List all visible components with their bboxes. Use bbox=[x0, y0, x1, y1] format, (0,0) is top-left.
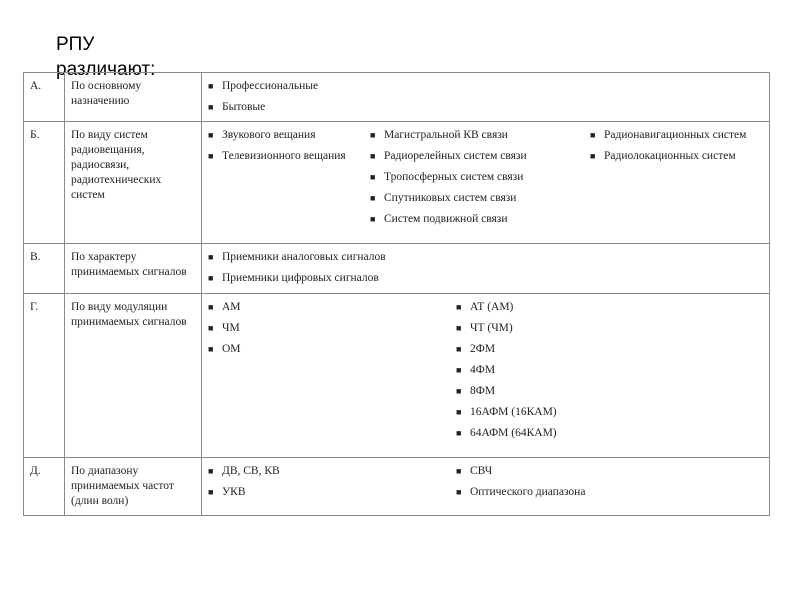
items-column bbox=[208, 79, 763, 117]
bullet-icon: ■ bbox=[456, 386, 462, 396]
list-item-text: Приемники цифровых сигналов bbox=[222, 272, 379, 284]
row-letter: Б. bbox=[24, 122, 65, 244]
items-column bbox=[208, 128, 370, 229]
list-item-text: АМ bbox=[222, 301, 241, 313]
list-item bbox=[456, 342, 763, 357]
list-item bbox=[456, 485, 763, 500]
list-item bbox=[370, 149, 590, 164]
list-item-text: 16АФМ (16КАМ) bbox=[470, 406, 557, 418]
bullet-icon: ■ bbox=[370, 193, 376, 203]
bullet-icon: ■ bbox=[456, 428, 462, 438]
list-item bbox=[456, 426, 763, 441]
list-item bbox=[208, 149, 370, 164]
list-item-text: Приемники аналоговых сигналов bbox=[222, 251, 386, 263]
list-item-text: ОМ bbox=[222, 343, 241, 355]
bullet-icon: ■ bbox=[456, 365, 462, 375]
list-item-text: Спутниковых систем связи bbox=[384, 192, 517, 204]
heading-line-2: различают: bbox=[56, 59, 156, 80]
bullet-icon: ■ bbox=[208, 323, 214, 333]
table-row bbox=[24, 122, 770, 244]
bullet-icon: ■ bbox=[208, 130, 214, 140]
bullet-icon: ■ bbox=[456, 466, 462, 476]
bullet-icon: ■ bbox=[208, 466, 214, 476]
bullet-icon: ■ bbox=[208, 151, 214, 161]
table-row bbox=[24, 244, 770, 294]
items-column bbox=[208, 300, 456, 443]
row-criterion bbox=[65, 458, 202, 516]
list-item-text: ДВ, СВ, КВ bbox=[222, 465, 280, 477]
row-letter: А. bbox=[24, 73, 65, 122]
table-row bbox=[24, 73, 770, 122]
row-items bbox=[202, 122, 770, 244]
list-item bbox=[370, 191, 590, 206]
criterion-line: радиотехнических систем bbox=[71, 174, 162, 201]
list-item bbox=[208, 271, 763, 286]
items-column bbox=[370, 128, 590, 229]
list-item bbox=[208, 100, 763, 115]
row-criterion bbox=[65, 294, 202, 458]
list-item-text: 2ФМ bbox=[470, 343, 496, 355]
bullet-icon: ■ bbox=[370, 130, 376, 140]
bullet-icon: ■ bbox=[208, 102, 214, 112]
criterion-line: назначению bbox=[71, 95, 130, 107]
list-item-text: Оптического диапазона bbox=[470, 486, 586, 498]
bullet-icon: ■ bbox=[456, 302, 462, 312]
list-item bbox=[208, 485, 456, 500]
list-item-text: ЧТ (ЧМ) bbox=[470, 322, 513, 334]
items-column bbox=[590, 128, 763, 229]
criterion-line: По диапазону принимаемых частот (длин волн) bbox=[71, 465, 174, 507]
criterion-line: По виду модуляции принимаемых сигналов bbox=[71, 301, 187, 328]
list-item bbox=[208, 250, 763, 265]
items-column bbox=[456, 464, 763, 502]
list-item-text: УКВ bbox=[222, 486, 246, 498]
bullet-icon: ■ bbox=[456, 344, 462, 354]
bullet-icon: ■ bbox=[590, 151, 596, 161]
bullet-icon: ■ bbox=[370, 151, 376, 161]
bullet-icon: ■ bbox=[590, 130, 596, 140]
criterion-line: По характеру принимаемых сигналов bbox=[71, 251, 187, 278]
list-item bbox=[456, 464, 763, 479]
heading-line-1: РПУ bbox=[56, 34, 95, 55]
bullet-icon: ■ bbox=[456, 323, 462, 333]
list-item bbox=[208, 300, 456, 315]
row-items bbox=[202, 294, 770, 458]
items-column bbox=[208, 464, 456, 502]
list-item bbox=[456, 363, 763, 378]
list-item-text: АТ (АМ) bbox=[470, 301, 514, 313]
row-criterion bbox=[65, 122, 202, 244]
bullet-icon: ■ bbox=[456, 407, 462, 417]
list-item-text: Бытовые bbox=[222, 101, 266, 113]
row-items bbox=[202, 73, 770, 122]
list-item bbox=[456, 300, 763, 315]
list-item-text: Радионавигационных систем bbox=[604, 129, 747, 141]
criterion-line: По виду систем радиовещания, bbox=[71, 129, 148, 156]
bullet-icon: ■ bbox=[208, 273, 214, 283]
row-criterion bbox=[65, 73, 202, 122]
list-item-text: Профессиональные bbox=[222, 80, 319, 92]
list-item bbox=[208, 464, 456, 479]
list-item bbox=[208, 321, 456, 336]
bullet-icon: ■ bbox=[208, 252, 214, 262]
items-column bbox=[456, 300, 763, 443]
list-item bbox=[370, 170, 590, 185]
list-item bbox=[590, 128, 763, 143]
bullet-icon: ■ bbox=[208, 302, 214, 312]
criterion-line: По основному bbox=[71, 80, 142, 92]
list-item bbox=[208, 79, 763, 94]
list-item-text: ЧМ bbox=[222, 322, 240, 334]
list-item bbox=[208, 128, 370, 143]
row-letter: Г. bbox=[24, 294, 65, 458]
list-item-text: Тропосферных систем связи bbox=[384, 171, 524, 183]
list-item bbox=[590, 149, 763, 164]
list-item-text: 8ФМ bbox=[470, 385, 496, 397]
table-row bbox=[24, 458, 770, 516]
list-item bbox=[370, 212, 590, 227]
list-item-text: Магистральной КВ связи bbox=[384, 129, 508, 141]
list-item bbox=[370, 128, 590, 143]
row-letter: Д. bbox=[24, 458, 65, 516]
criterion-line: радиосвязи, bbox=[71, 159, 130, 171]
list-item-text: 64АФМ (64КАМ) bbox=[470, 427, 557, 439]
list-item-text: Звукового вещания bbox=[222, 129, 316, 141]
row-letter: В. bbox=[24, 244, 65, 294]
list-item bbox=[456, 384, 763, 399]
bullet-icon: ■ bbox=[208, 487, 214, 497]
bullet-icon: ■ bbox=[208, 344, 214, 354]
bullet-icon: ■ bbox=[456, 487, 462, 497]
list-item-text: Радиолокационных систем bbox=[604, 150, 736, 162]
row-items bbox=[202, 458, 770, 516]
row-criterion bbox=[65, 244, 202, 294]
list-item-text: Систем подвижной связи bbox=[384, 213, 508, 225]
list-item-text: СВЧ bbox=[470, 465, 493, 477]
list-item bbox=[208, 342, 456, 357]
row-items bbox=[202, 244, 770, 294]
bullet-icon: ■ bbox=[208, 81, 214, 91]
list-item bbox=[456, 321, 763, 336]
items-column bbox=[208, 250, 763, 288]
list-item-text: Телевизионного вещания bbox=[222, 150, 346, 162]
classification-table bbox=[23, 72, 770, 516]
list-item-text: Радиорелейных систем связи bbox=[384, 150, 527, 162]
list-item bbox=[456, 405, 763, 420]
table-row bbox=[24, 294, 770, 458]
bullet-icon: ■ bbox=[370, 172, 376, 182]
bullet-icon: ■ bbox=[370, 214, 376, 224]
list-item-text: 4ФМ bbox=[470, 364, 496, 376]
